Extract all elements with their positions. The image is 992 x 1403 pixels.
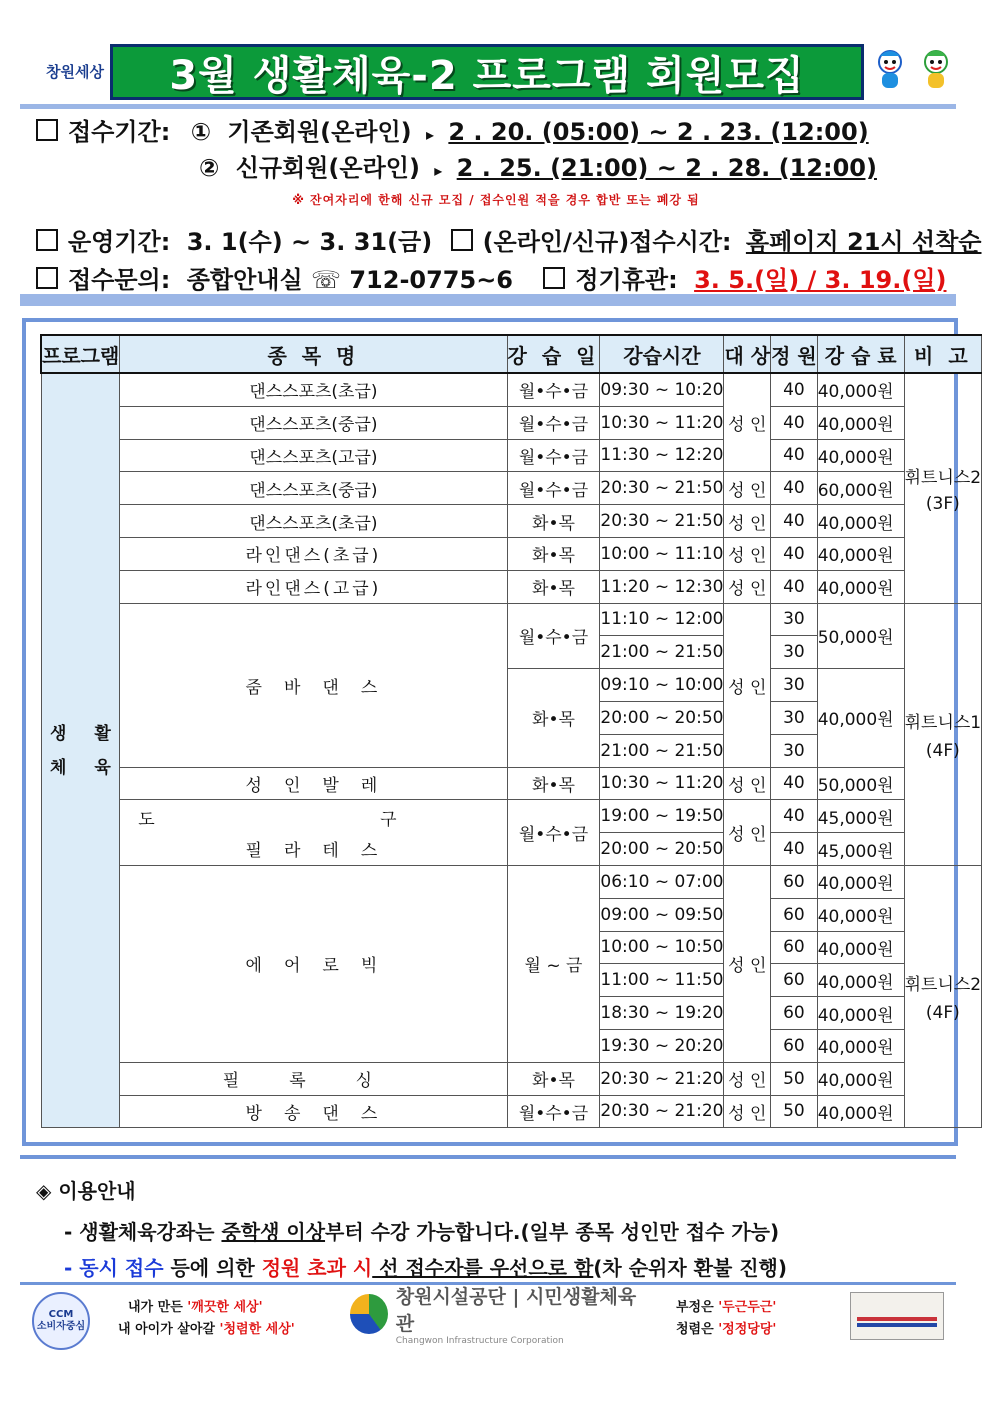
table-row: 필록싱 화•목 20:30 ~ 21:20 성 인 50 40,000원 — [41, 1062, 982, 1095]
slogan-line-1: 내가 만든 '깨끗한 세상' — [128, 1300, 263, 1315]
note-cell: 휘트니스2 (3F) — [904, 373, 982, 603]
table-row: 19:30 ~ 20:20 60 40,000원 — [41, 1029, 982, 1062]
table-row: 라인댄스(고급) 화•목 11:20 ~ 12:30 성 인 40 40,000원 — [41, 570, 982, 603]
note-cell: 휘트니스1 (4F) — [904, 603, 982, 865]
registration-period-line-2: ② 신규회원(온라인) ▸ 2 . 25. (21:00) ~ 2 . 28. (12:00) — [199, 154, 877, 182]
checkbox-icon — [36, 119, 58, 141]
table-row: 09:00 ~ 09:50 60 40,000원 — [41, 898, 982, 931]
checkbox-icon — [36, 229, 58, 251]
section-divider — [20, 294, 956, 306]
registration-period-line-1: 접수기간: ① 기존회원(온라인) ▸ 2 . 20. (05:00) ~ 2 . 23. (12:00) — [36, 112, 869, 147]
table-row: 21:00 ~ 21:50 30 — [41, 636, 982, 669]
category-cell: 생 활 체 육 — [41, 373, 120, 1128]
header-divider — [20, 104, 956, 109]
ccm-seal-icon: CCM 소비자중심 — [32, 1292, 90, 1350]
col-header-program: 프로그램 — [41, 335, 120, 373]
table-row: 도 구 필라테스 월•수•금 19:00 ~ 19:50 성 인 40 45,000원 — [41, 800, 982, 833]
usage-line-2: - 동시 접수 등에 의한 정원 초과 시 선 접수자를 우선으로 함(차 순위자 환불 진행) — [64, 1256, 788, 1280]
col-header-capacity: 정 원 — [771, 335, 818, 373]
table-row: 21:00 ~ 21:50 30 — [41, 734, 982, 767]
usage-title: ◈ 이용안내 — [36, 1179, 136, 1203]
schedule-table — [40, 334, 982, 1128]
mascot-icons — [872, 46, 968, 98]
col-header-target: 대 상 — [724, 335, 771, 373]
checkbox-icon — [543, 267, 565, 289]
mascot-green-icon — [918, 48, 954, 92]
slogan-line-2: 내 아이가 살아갈 '청렴한 세상' — [118, 1322, 295, 1337]
col-header-note: 비 고 — [904, 335, 982, 373]
page-header — [20, 40, 970, 102]
emblem-icon — [350, 1294, 388, 1334]
inquiry-line: 접수문의: 종합안내실 ☏ 712-0775~6 정기휴관: 3. 5.(일) / 3. 19.(일) — [36, 260, 946, 295]
slogan-line-4: 청렴은 '정정당당' — [676, 1322, 777, 1337]
table-row: 10:00 ~ 10:50 60 40,000원 — [41, 931, 982, 964]
usage-line-1: - 생활체육강좌는 중학생 이상부터 수강 가능합니다.(일부 종목 성인만 접수 가능) — [64, 1220, 780, 1244]
schedule-table-frame — [22, 318, 982, 1146]
table-row: 에어로빅 월 ~ 금 06:10 ~ 07:00 성 인 60 40,000원 휘트니스2 (4F) — [41, 865, 982, 898]
changwon-logo: 창원세상 — [46, 62, 104, 81]
checkbox-icon — [36, 267, 58, 289]
title-banner — [110, 44, 864, 100]
checkbox-icon — [451, 229, 473, 251]
col-header-fee: 강 습 료 — [817, 335, 904, 373]
arrow-icon: ▸ — [425, 125, 435, 144]
col-header-name: 종 목 명 — [120, 335, 507, 373]
table-row: 화•목 09:10 ~ 10:00 30 40,000원 — [41, 669, 982, 702]
table-row: 댄스스포츠(중급) 월•수•금 10:30 ~ 11:20 40 40,000원 — [41, 406, 982, 439]
table-row: 생 활 체 육 댄스스포츠(초급) 월•수•금 09:30 ~ 10:20 성 인 40 40,000원 휘트니스2 (3F) — [41, 373, 982, 406]
table-row: 댄스스포츠(고급) 월•수•금 11:30 ~ 12:20 40 40,000원 — [41, 439, 982, 472]
arrow-icon: ▸ — [434, 161, 443, 180]
table-row: 방송댄스 월•수•금 20:30 ~ 21:20 성 인 50 40,000원 — [41, 1095, 982, 1128]
registration-note: ※ 잔여자리에 한해 신규 모집 / 접수인원 적을 경우 합반 또는 폐강 됨 — [292, 193, 700, 207]
table-row: 줌바댄스 월•수•금 11:10 ~ 12:00 성 인 30 50,000원 휘트니스1 (4F) — [41, 603, 982, 636]
table-header-row — [41, 335, 982, 373]
usage-divider — [20, 1155, 956, 1159]
page-title: 3월 생활체육-2 프로그램 회원모집 — [169, 52, 805, 99]
table-row: 20:00 ~ 20:50 40 45,000원 — [41, 833, 982, 866]
table-row: 댄스스포츠(중급) 월•수•금 20:30 ~ 21:50 성 인 40 60,000원 — [41, 472, 982, 505]
table-row: 11:00 ~ 11:50 60 40,000원 — [41, 964, 982, 997]
operation-period-line: 운영기간: 3. 1(수) ~ 3. 31(금) (온라인/신규)접수시간: 홈페이지 21시 선착순 — [36, 222, 982, 257]
certificate-icon — [850, 1292, 944, 1340]
slogan-line-3: 부정은 '두근두근' — [676, 1300, 777, 1315]
col-header-time: 강습시간 — [600, 335, 724, 373]
organization-logo: 창원시설공단 | 시민생활체육관 Changwon Infrastructure Corporation — [350, 1292, 640, 1336]
table-row: 20:00 ~ 20:50 30 — [41, 701, 982, 734]
mascot-blue-icon — [872, 48, 908, 92]
table-row: 라인댄스(초급) 화•목 10:00 ~ 11:10 성 인 40 40,000원 — [41, 537, 982, 570]
col-header-days: 강 습 일 — [507, 335, 600, 373]
table-row: 성인발레 화•목 10:30 ~ 11:20 성 인 40 50,000원 — [41, 767, 982, 800]
table-row: 댄스스포츠(초급) 화•목 20:30 ~ 21:50 성 인 40 40,000원 — [41, 505, 982, 538]
note-cell: 휘트니스2 (4F) — [904, 865, 982, 1127]
table-row: 18:30 ~ 19:20 60 40,000원 — [41, 997, 982, 1030]
